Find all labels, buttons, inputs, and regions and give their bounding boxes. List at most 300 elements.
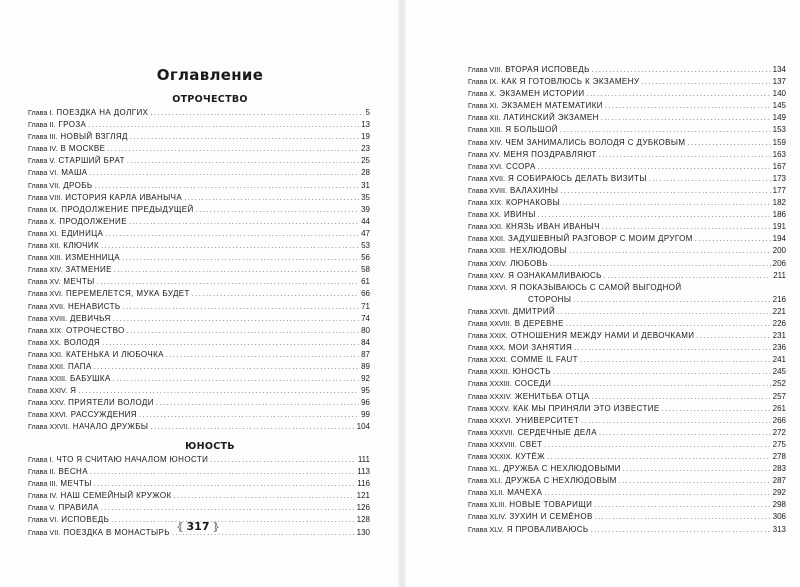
page-ref: 13 [361, 120, 370, 130]
chapter-title: ЭКЗАМЕН ИСТОРИИ [499, 89, 585, 99]
toc-entry [28, 131, 370, 143]
page-ref: 231 [772, 331, 786, 341]
toc-entry [468, 451, 786, 463]
chapter-number: Глава XXVI. [468, 282, 508, 292]
chapter-number: Глава VI. [28, 515, 59, 525]
page-ref: 186 [772, 210, 786, 220]
toc-entry [28, 325, 370, 337]
chapter-title: КУТЁЖ [515, 452, 546, 461]
chapter-title: ЛЮБОВЬ [510, 258, 548, 268]
chapter-number: Глава XVII. [468, 173, 505, 183]
leader-dots [560, 186, 770, 198]
chapter-number: Глава XX. [28, 337, 61, 347]
page-title: Оглавление [156, 66, 264, 84]
chapter-title: Я [70, 386, 77, 396]
leader-dots [156, 398, 359, 410]
left-page [0, 0, 398, 587]
chapter-title: МЕЧТЫ [60, 479, 92, 489]
page-ref: 313 [772, 524, 786, 534]
chapter-number: Глава XLIII. [468, 500, 507, 510]
leader-dots [89, 168, 359, 180]
chapter-number: Глава XXXII. [468, 367, 510, 377]
chapter-title: ЧТО Я СЧИТАЮ НАЧАЛОМ ЮНОСТИ [56, 455, 209, 464]
toc-entry [468, 415, 786, 427]
toc-entry [468, 366, 786, 378]
chapter-title: НОВЫЕ ТОВАРИЩИ [509, 500, 593, 510]
page-ref: 206 [772, 258, 786, 268]
page-ref: 66 [361, 289, 370, 299]
chapter-title: ПАПА [68, 361, 92, 371]
toc-entry [28, 155, 370, 167]
chapter-title: ЧЕМ ЗАНИМАЛИСЬ ВОЛОДЯ С ДУБКОВЫМ [505, 137, 686, 147]
toc-entry [28, 228, 370, 240]
toc-entry [468, 306, 786, 318]
leader-dots [687, 138, 770, 150]
chapter-title: БАБУШКА [70, 374, 111, 384]
folio-ornament-right: ⦄ [212, 522, 220, 533]
page-ref: 261 [772, 403, 786, 413]
leader-dots [127, 156, 359, 168]
chapter-title: МАША [61, 168, 88, 178]
chapter-title: ДРУЖБА С НЕХЛЮДОВЫМИ [503, 464, 621, 474]
leader-dots [184, 193, 359, 205]
chapter-number: Глава XXXI. [468, 355, 508, 365]
page-ref: 113 [357, 467, 370, 477]
chapter-title: В МОСКВЕ [60, 144, 106, 154]
toc-entry [468, 221, 786, 233]
chapter-title: Я ПОКАЗЫВАЮСЬ С САМОЙ ВЫГОДНОЙ [510, 282, 682, 292]
toc-entry [468, 76, 786, 88]
toc-entry [28, 385, 370, 397]
toc-entry [468, 149, 786, 161]
page-ref: 116 [357, 479, 370, 489]
folio-number: 317 [186, 520, 210, 533]
toc-entry [468, 378, 786, 390]
chapter-title: ИСПОВЕДЬ [61, 515, 110, 525]
leader-dots [595, 512, 771, 524]
chapter-number: Глава II. [28, 120, 56, 130]
chapter-title: ПРОДОЛЖЕНИЕ [59, 216, 127, 226]
toc-entry [28, 167, 370, 179]
chapter-number: Глава XXVII. [28, 422, 70, 432]
leader-dots [662, 404, 771, 416]
chapter-number: Глава VIII. [28, 192, 63, 202]
leader-dots [123, 302, 360, 314]
toc-entry [28, 216, 370, 228]
chapter-title: ПРОДОЛЖЕНИЕ ПРЕДЫДУЩЕЙ [61, 204, 194, 214]
page-ref: 191 [772, 222, 786, 232]
chapter-title: КАК Я ГОТОВЛЮСЬ К ЭКЗАМЕНУ [501, 77, 640, 87]
leader-dots [192, 289, 359, 301]
chapter-title: КОРНАКОВЫ [506, 198, 561, 208]
chapter-title: ИЗМЕННИЦА [65, 253, 120, 263]
chapter-number: Глава XXXIV. [468, 391, 512, 401]
page-ref: 96 [361, 398, 370, 408]
leader-dots [649, 174, 771, 186]
leader-dots [569, 246, 771, 258]
toc-entry [28, 180, 370, 192]
right-page [406, 0, 800, 587]
page-ref: 167 [772, 161, 786, 171]
chapter-number: Глава XXIII. [28, 374, 67, 384]
page-ref: 140 [772, 89, 786, 99]
leader-dots [580, 355, 771, 367]
toc-entry-line [468, 282, 786, 294]
page-ref: 56 [361, 253, 370, 263]
chapter-number: Глава XV. [468, 149, 501, 159]
page-ref: 121 [356, 491, 370, 501]
toc-entry [28, 373, 370, 385]
page-ref: 53 [361, 241, 370, 251]
chapter-number: Глава XXII. [28, 361, 65, 371]
chapter-title: COMME IL FAUT [510, 355, 578, 365]
page-ref: 298 [772, 500, 786, 510]
chapter-title: СТАРШИЙ БРАТ [58, 156, 125, 166]
chapter-title: ДРОБЬ [63, 180, 93, 190]
page-ref: 95 [361, 386, 370, 396]
chapter-number: Глава XXXV. [468, 403, 510, 413]
page-ref: 306 [772, 512, 786, 522]
chapter-title: КАТЕНЬКА И ЛЮБОЧКА [66, 349, 164, 359]
chapter-number: Глава VI. [28, 168, 59, 178]
chapter-title: Я ОЗНАКАМЛИВАЮСЬ [508, 270, 602, 280]
leader-dots [113, 374, 359, 386]
toc-entry [28, 301, 370, 313]
chapter-number: Глава IV. [28, 491, 58, 501]
folio-ornament-left: ⦃ [176, 522, 184, 533]
toc-entry [28, 466, 370, 478]
leader-dots [573, 295, 770, 307]
leader-dots [574, 343, 770, 355]
leader-dots [88, 120, 359, 132]
leader-dots [150, 422, 354, 434]
toc-entry [28, 454, 370, 466]
toc-list-otrochestvo [28, 107, 370, 434]
chapter-number: Глава XII. [468, 113, 501, 123]
toc-entry [28, 252, 370, 264]
page-ref: 80 [361, 325, 370, 335]
chapter-number: Глава XIII. [468, 125, 503, 135]
section-heading-otrochestvo: ОТРОЧЕСТВО [172, 94, 248, 105]
toc-entry [28, 276, 370, 288]
chapter-title: ВОЛОДЯ [64, 337, 101, 347]
chapter-number: Глава XXX. [468, 343, 506, 353]
page-ref: 200 [772, 246, 786, 256]
leader-dots [696, 331, 770, 343]
chapter-number: Глава VII. [28, 180, 61, 190]
toc-entry [28, 349, 370, 361]
chapter-number: Глава XIX. [468, 198, 503, 208]
page-number [168, 520, 228, 533]
toc-entry [468, 330, 786, 342]
chapter-number: Глава XIII. [28, 253, 63, 263]
leader-dots [601, 113, 771, 125]
toc-entry [468, 475, 786, 487]
chapter-number: Глава XVI. [468, 161, 503, 171]
chapter-title: ГРОЗА [58, 120, 87, 130]
page-ref: 159 [772, 137, 786, 147]
chapter-number: Глава XIV. [468, 137, 503, 147]
page-ref: 126 [356, 503, 370, 513]
toc-entry [28, 478, 370, 490]
leader-dots [210, 455, 356, 467]
page-ref: 35 [361, 192, 370, 202]
leader-dots [105, 229, 359, 241]
chapter-number: Глава XLV. [468, 524, 504, 534]
page-ref: 275 [772, 439, 786, 449]
chapter-number: Глава I. [28, 455, 54, 464]
page-ref: 74 [361, 313, 370, 323]
page-ref: 211 [773, 270, 786, 280]
chapter-title: УНИВЕРСИТЕТ [515, 415, 580, 425]
leader-dots [594, 500, 770, 512]
page-ref: 257 [772, 391, 786, 401]
chapter-number: Глава IX. [468, 77, 499, 87]
leader-dots [113, 314, 359, 326]
chapter-number: Глава XXVII. [468, 306, 510, 316]
page-ref: 149 [772, 113, 786, 123]
chapter-number: Глава XXIII. [468, 246, 507, 256]
chapter-title: ЮНОСТЬ [512, 367, 551, 377]
toc-entry [468, 124, 786, 136]
page-ref: 28 [361, 168, 370, 178]
leader-dots [562, 198, 771, 210]
chapter-number: Глава XXXVI. [468, 415, 513, 425]
toc-entry [468, 354, 786, 366]
page-ref: 128 [356, 515, 370, 525]
chapter-number: Глава XXIV. [28, 386, 68, 396]
page-ref: 177 [772, 185, 786, 195]
page-ref: 5 [365, 108, 370, 117]
toc-entry [28, 490, 370, 502]
leader-dots [641, 77, 770, 89]
page-ref: 23 [361, 144, 370, 154]
leader-dots [545, 440, 771, 452]
section-heading-yunost: ЮНОСТЬ [185, 441, 235, 452]
leader-dots [90, 467, 355, 479]
leader-dots [587, 89, 771, 101]
toc-entry [468, 463, 786, 475]
page-ref: 236 [772, 343, 786, 353]
chapter-title: ИВИНЫ [504, 210, 536, 220]
toc-entry [28, 288, 370, 300]
chapter-title: ОТНОШЕНИЯ МЕЖДУ НАМИ И ДЕВОЧКАМИ [510, 331, 695, 341]
chapter-number: Глава XXVIII. [468, 318, 512, 328]
toc-entry [468, 100, 786, 112]
page-ref: 89 [361, 361, 370, 371]
page-ref: 39 [361, 204, 370, 214]
toc-entry [28, 409, 370, 421]
toc-entry [468, 209, 786, 221]
chapter-title: КНЯЗЬ ИВАН ИВАНЫЧ [506, 222, 600, 232]
toc-entry [468, 64, 786, 76]
page-ref: 163 [772, 149, 786, 159]
chapter-title: КЛЮЧИК [63, 241, 100, 251]
chapter-number: Глава XXXVIII. [468, 439, 517, 449]
chapter-number: Глава XV. [28, 277, 61, 287]
chapter-number: Глава XXXVII. [468, 427, 515, 437]
page-ref: 241 [772, 355, 786, 365]
toc-entry [28, 119, 370, 131]
toc-entry [28, 240, 370, 252]
toc-entry [468, 342, 786, 354]
chapter-title: В ДЕРЕВНЕ [514, 318, 564, 328]
toc-entry [468, 245, 786, 257]
page-ref: 287 [772, 476, 786, 486]
chapter-number: Глава V. [28, 503, 56, 513]
chapter-title: ДМИТРИЙ [512, 306, 556, 316]
page-ref: 99 [361, 410, 370, 420]
toc-entry [28, 397, 370, 409]
page-ref: 226 [772, 318, 786, 328]
chapter-number: Глава IX. [28, 204, 59, 214]
chapter-title: Я СОБИРАЮСЬ ДЕЛАТЬ ВИЗИТЫ [508, 173, 647, 183]
chapter-title: Я ПРОВАЛИВАЮСЬ [506, 524, 589, 534]
page-ref: 44 [361, 216, 370, 226]
chapter-number: Глава IV. [28, 144, 58, 154]
chapter-number: Глава XXV. [28, 398, 66, 408]
chapter-title: СВЕТ [519, 439, 543, 449]
toc-entry [468, 270, 786, 282]
leader-dots [101, 503, 355, 515]
chapter-title: НАШ СЕМЕЙНЫЙ КРУЖОК [60, 491, 172, 501]
chapter-number: Глава XLI. [468, 476, 503, 486]
chapter-number: Глава XVIII. [468, 185, 507, 195]
book-gutter [398, 0, 406, 587]
page-ref: 137 [772, 77, 786, 87]
chapter-title: ВЕСНА [58, 467, 88, 477]
toc-entry [468, 282, 786, 306]
toc-entry [468, 427, 786, 439]
chapter-title: ЛАТИНСКИЙ ЭКЗАМЕН [503, 113, 599, 123]
chapter-title-continued: СТОРОНЫ [528, 294, 572, 304]
leader-dots [107, 144, 359, 156]
page-ref: 111 [357, 455, 370, 464]
leader-dots [101, 241, 359, 253]
chapter-title: МЕНЯ ПОЗДРАВЛЯЮТ [503, 149, 597, 159]
chapter-title: НЕХЛЮДОВЫ [510, 246, 568, 256]
leader-dots [150, 108, 363, 120]
chapter-title: ЕДИНИЦА [61, 228, 104, 238]
chapter-number: Глава XVII. [28, 301, 65, 311]
chapter-title: КАК МЫ ПРИНЯЛИ ЭТО ИЗВЕСТИЕ [512, 403, 660, 413]
page-ref: 61 [361, 277, 370, 287]
chapter-title: МАЧЕХА [507, 488, 543, 498]
chapter-number: Глава XXI. [468, 222, 503, 232]
chapter-number: Глава XXXIII. [468, 379, 512, 389]
chapter-title: НЕНАВИСТЬ [68, 301, 121, 311]
toc-entry [468, 185, 786, 197]
toc-entry [468, 173, 786, 185]
chapter-number: Глава XX. [468, 210, 501, 220]
chapter-number: Глава XIX. [28, 325, 63, 335]
page-ref: 153 [772, 125, 786, 135]
leader-dots [139, 410, 359, 422]
page-ref: 252 [772, 379, 786, 389]
leader-dots [623, 464, 771, 476]
chapter-title: ЗАТМЕНИЕ [65, 265, 112, 275]
toc-entry [28, 204, 370, 216]
chapter-number: Глава XXV. [468, 270, 506, 280]
chapter-number: Глава XXIV. [468, 258, 508, 268]
page-ref: 173 [772, 173, 786, 183]
leader-dots [122, 253, 359, 265]
page-ref: 145 [772, 101, 786, 111]
toc-entry [28, 421, 370, 433]
page-ref: 104 [356, 422, 370, 432]
chapter-title: ВАЛАХИНЫ [510, 185, 559, 195]
chapter-title: Я БОЛЬШОЙ [505, 125, 558, 135]
toc-entry [28, 337, 370, 349]
page-ref: 71 [361, 301, 370, 311]
toc-entry [468, 487, 786, 499]
chapter-number: Глава X. [28, 216, 57, 226]
chapter-title: МОИ ЗАНЯТИЯ [508, 343, 573, 353]
toc-entry [28, 107, 370, 119]
chapter-number: Глава XVIII. [28, 313, 67, 323]
leader-dots [557, 307, 770, 319]
chapter-number: Глава V. [28, 156, 56, 166]
chapter-title: ПЕРЕМЕЛЕТСЯ, МУКА БУДЕТ [66, 289, 190, 299]
leader-dots [94, 362, 359, 374]
chapter-title: ПРИЯТЕЛИ ВОЛОДИ [68, 398, 154, 408]
page-ref: 278 [772, 452, 786, 461]
leader-dots [591, 525, 771, 537]
chapter-title: ВТОРАЯ ИСПОВЕДЬ [505, 65, 590, 74]
page-ref: 221 [772, 306, 786, 316]
chapter-number: Глава XI. [468, 101, 499, 111]
chapter-title: ОТРОЧЕСТВО [66, 325, 125, 335]
page-ref: 272 [772, 427, 786, 437]
chapter-title: ЗАДУШЕВНЫЙ РАЗГОВОР С МОИМ ДРУГОМ [508, 234, 693, 244]
toc-entry [468, 112, 786, 124]
chapter-title: ЭКЗАМЕН МАТЕМАТИКИ [501, 101, 603, 111]
leader-dots [605, 101, 771, 113]
chapter-title: ДРУЖБА С НЕХЛЮДОВЫМ [505, 476, 617, 486]
leader-dots [619, 476, 771, 488]
leader-dots [196, 205, 359, 217]
chapter-number: Глава XI. [28, 228, 59, 238]
page-ref: 134 [772, 65, 786, 74]
page-ref: 19 [361, 132, 370, 142]
page-ref: 130 [356, 527, 370, 537]
page-ref: 92 [361, 374, 370, 384]
chapter-number: Глава XLIV. [468, 512, 507, 522]
chapter-title: ИСТОРИЯ КАРЛА ИВАНЫЧА [65, 192, 183, 202]
chapter-number: Глава I. [28, 108, 54, 117]
chapter-number: Глава XXI. [28, 349, 63, 359]
leader-dots [174, 491, 355, 503]
leader-dots [599, 428, 771, 440]
page-ref: 216 [772, 294, 786, 304]
page-ref: 182 [772, 198, 786, 208]
leader-dots [695, 234, 771, 246]
chapter-number: Глава III. [28, 132, 58, 142]
toc-entry [468, 88, 786, 100]
chapter-number: Глава XLII. [468, 488, 505, 498]
chapter-number: Глава X. [468, 89, 497, 99]
toc-entry [468, 391, 786, 403]
page-ref: 266 [772, 415, 786, 425]
leader-dots [166, 350, 359, 362]
page-ref: 25 [361, 156, 370, 166]
chapter-number: Глава III. [28, 479, 58, 489]
page-ref: 292 [772, 488, 786, 498]
toc-entry [468, 403, 786, 415]
leader-dots [127, 326, 359, 338]
chapter-number: Глава II. [28, 467, 56, 477]
chapter-number: Глава VII. [28, 527, 61, 537]
